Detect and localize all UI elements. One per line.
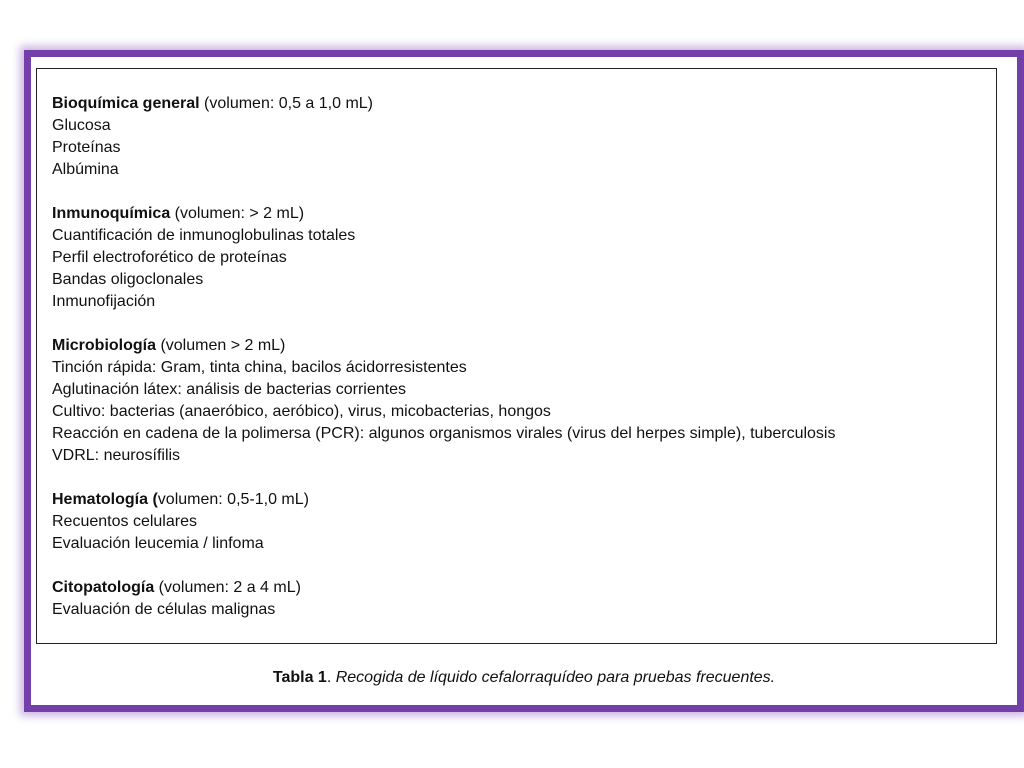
list-item: Tinción rápida: Gram, tinta china, bacilos ácidorresistentes xyxy=(52,359,467,376)
section-heading-volume: (volumen: 2 a 4 mL) xyxy=(154,579,301,596)
list-item: Evaluación de células malignas xyxy=(52,601,276,618)
list-item: VDRL: neurosífilis xyxy=(52,447,181,464)
section-heading-bold: Citopatología xyxy=(52,579,155,596)
section-microbiologia xyxy=(52,335,992,467)
section-heading-volume: (volumen: > 2 mL) xyxy=(170,205,305,222)
figure-frame xyxy=(24,50,1024,712)
list-item: Aglutinación látex: análisis de bacterias corrientes xyxy=(52,381,406,398)
section-inmunoquimica xyxy=(52,203,992,313)
list-item: Perfil electroforético de proteínas xyxy=(52,249,287,266)
section-heading-volume: (volumen > 2 mL) xyxy=(156,337,286,354)
list-item: Inmunofijación xyxy=(52,293,156,310)
section-heading-volume: volumen: 0,5-1,0 mL) xyxy=(157,491,309,508)
section-heading xyxy=(52,335,992,357)
list-item: Evaluación leucemia / linfoma xyxy=(52,535,264,552)
list-item: Recuentos celulares xyxy=(52,513,197,530)
section-heading xyxy=(52,93,992,115)
section-citopatologia xyxy=(52,577,992,621)
section-heading-bold: Inmunoquímica xyxy=(52,205,171,222)
list-item: Proteínas xyxy=(52,139,121,156)
section-heading-bold: Bioquímica general xyxy=(52,95,200,112)
caption-label: Tabla 1 xyxy=(272,669,327,686)
section-heading-bold: Hematología ( xyxy=(52,491,158,508)
section-heading xyxy=(52,489,992,511)
section-heading xyxy=(52,203,992,225)
list-item: Reacción en cadena de la polimersa (PCR): algunos organismos virales (virus del herpes simple), tuberculosis xyxy=(52,425,836,442)
table-box xyxy=(36,68,997,644)
table-caption xyxy=(31,667,1017,689)
list-item: Bandas oligoclonales xyxy=(52,271,204,288)
caption-text: Recogida de líquido cefalorraquídeo para pruebas frecuentes. xyxy=(335,669,776,686)
list-item: Albúmina xyxy=(52,161,119,178)
list-item: Cultivo: bacterias (anaeróbico, aeróbico), virus, micobacterias, hongos xyxy=(52,403,551,420)
section-heading-volume: (volumen: 0,5 a 1,0 mL) xyxy=(199,95,374,112)
list-item: Glucosa xyxy=(52,117,111,134)
table-content xyxy=(52,93,992,621)
section-heading xyxy=(52,577,992,599)
list-item: Cuantificación de inmunoglobulinas totales xyxy=(52,227,356,244)
caption-separator: . xyxy=(326,669,336,686)
section-bioquimica xyxy=(52,93,992,181)
section-hematologia xyxy=(52,489,992,555)
section-heading-bold: Microbiología xyxy=(52,337,156,354)
